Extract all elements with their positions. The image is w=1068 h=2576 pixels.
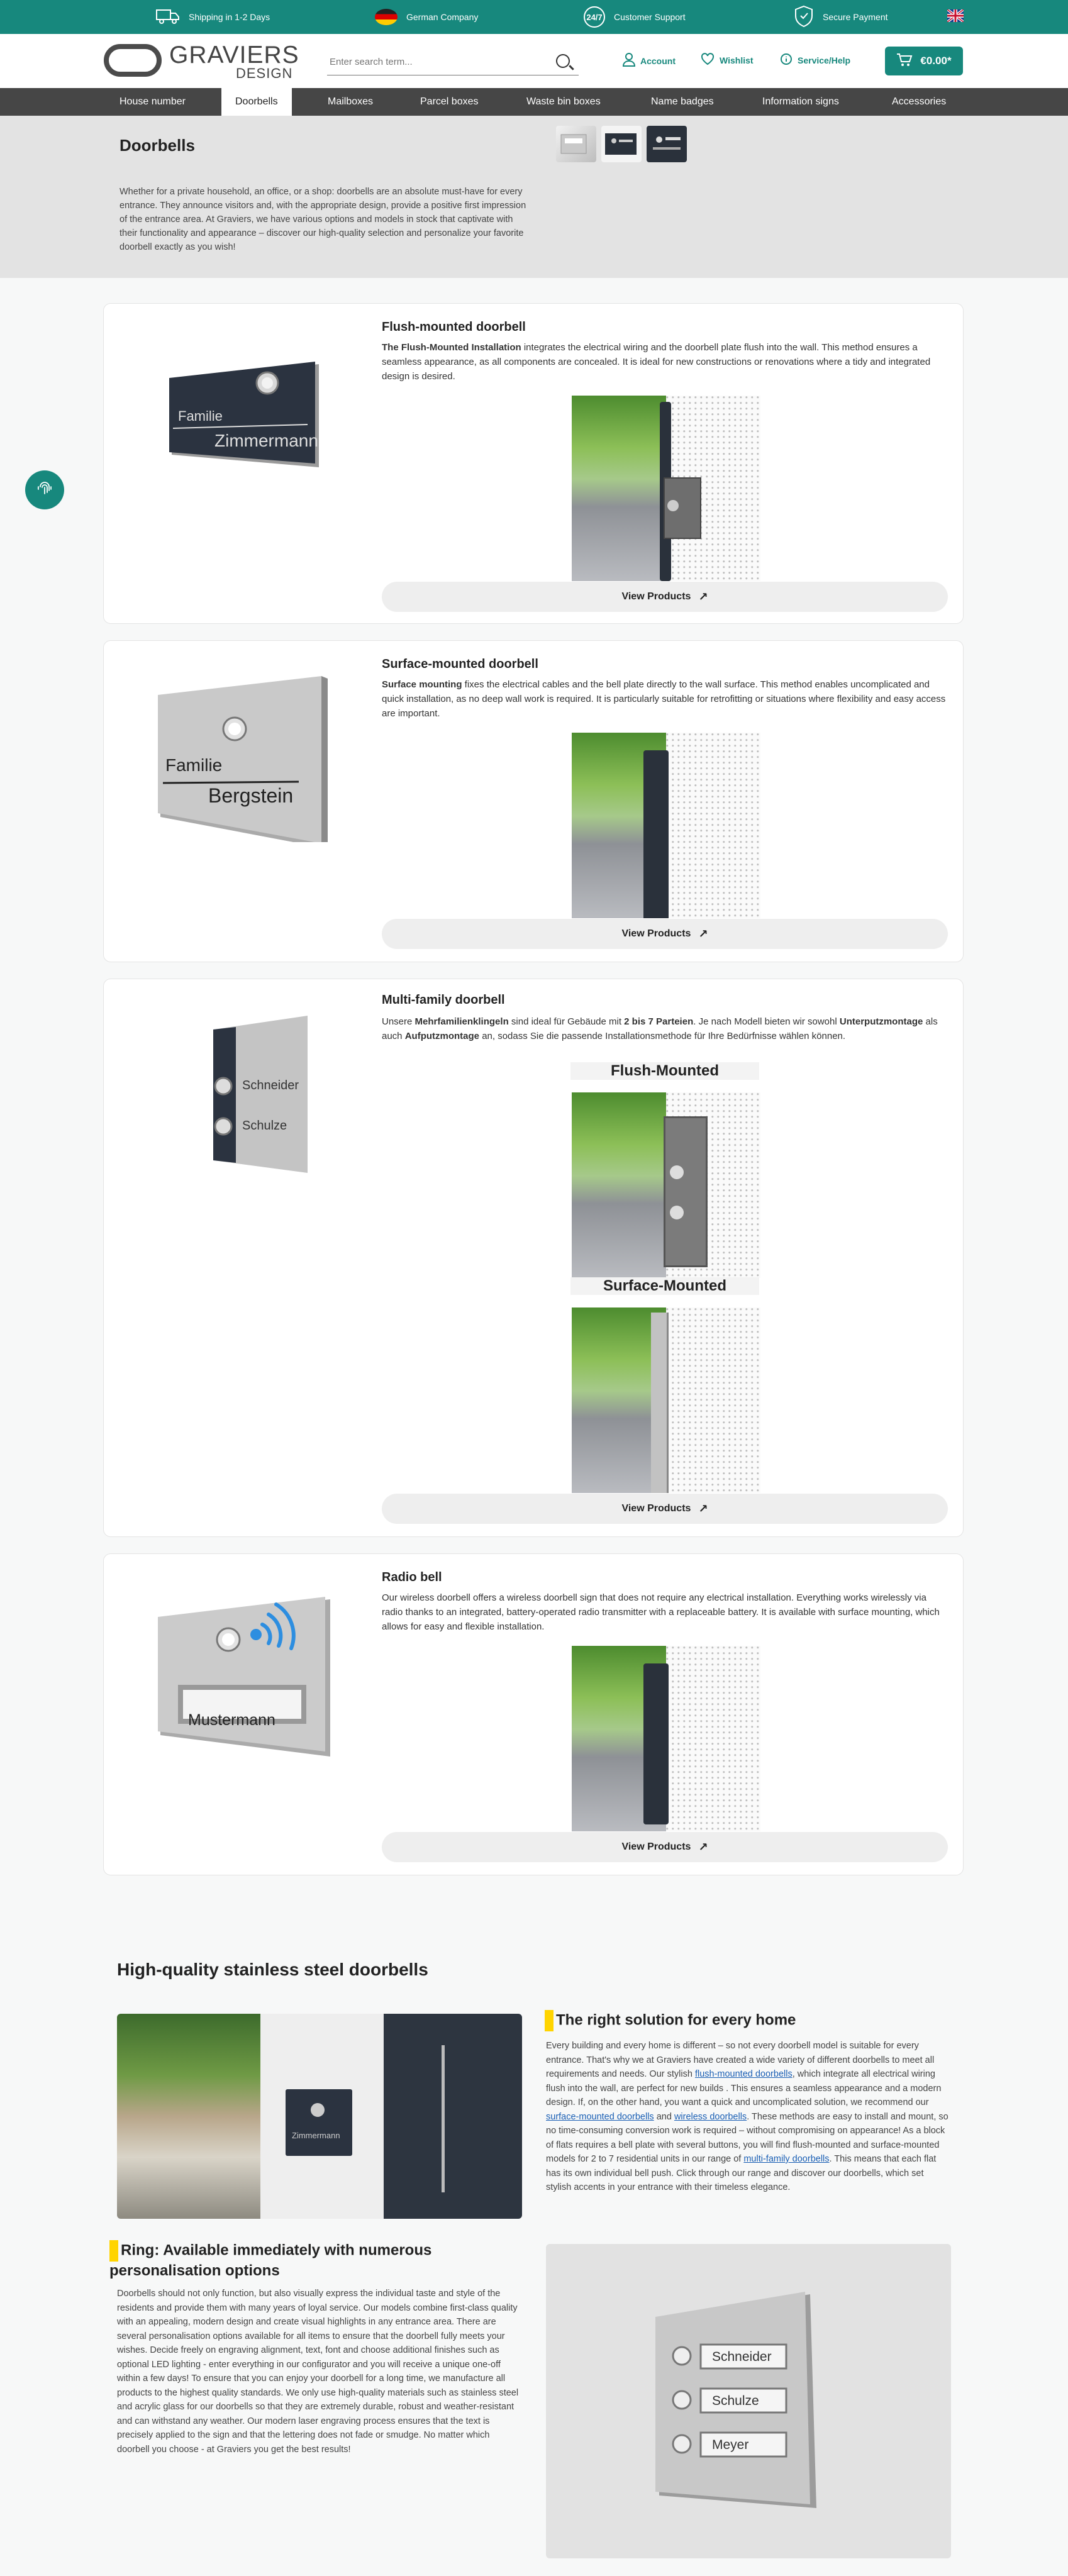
secure-payment-label: Secure Payment (823, 12, 888, 22)
multi-surface-photo (572, 1307, 760, 1493)
nav-item-parcel-boxes[interactable]: Parcel boxes (420, 96, 479, 107)
german-company-info (375, 0, 478, 34)
hero-thumb-2 (601, 126, 642, 162)
nav-item-accessories[interactable]: Accessories (892, 96, 947, 107)
logo-mark (104, 44, 162, 77)
arrow-up-right-icon: ↗ (698, 1502, 708, 1515)
card-title: Multi-family doorbell (382, 993, 505, 1007)
hero-thumb-3 (647, 126, 687, 162)
product-category-card-multi-family (103, 979, 964, 1537)
arrow-up-right-icon: ↗ (698, 1840, 708, 1853)
nav-item-information-signs[interactable]: Information signs (762, 96, 839, 107)
product-engraving-line-2: Schulze (242, 1119, 287, 1133)
logo-sub-text: DESIGN (236, 65, 293, 81)
fingerprint-floating-button[interactable] (25, 470, 64, 509)
plate-name-2: Schulze (712, 2394, 759, 2408)
card-description: The Flush-Mounted Installation integrates the electrical wiring and the doorbell plate flush into the wall. This method ensures a seamless appearance, as all components are concealed. It is ideal for new constructions or renovations where a tidy and integrated design is desired. (382, 342, 931, 382)
multi-family-doorbells-link[interactable]: multi-family doorbells (743, 2154, 830, 2164)
multi-flush-photo (572, 1092, 760, 1278)
flush-mount-photo (572, 396, 760, 581)
top-info-bar (0, 0, 1068, 34)
nav-item-doorbells[interactable]: Doorbells (221, 88, 292, 116)
category-hero (0, 116, 1068, 278)
multi-family-plate-image (546, 2244, 951, 2558)
surface-mounted-doorbells-link[interactable]: surface-mounted doorbells (546, 2111, 654, 2122)
product-engraving-line-1: Mustermann (188, 1711, 275, 1729)
highlight-mark (109, 2240, 118, 2262)
flush-mounted-doorbells-link[interactable]: flush-mounted doorbells (694, 2069, 793, 2079)
plate-name-3: Meyer (712, 2438, 749, 2452)
search-icon[interactable] (556, 54, 570, 68)
view-products-button[interactable]: View Products ↗ (382, 1832, 948, 1862)
shipping-label: Shipping in 1-2 Days (189, 12, 270, 22)
nav-item-house-number[interactable]: House number (120, 96, 186, 107)
graviers-logo[interactable] (104, 42, 299, 82)
search-bar (327, 49, 579, 75)
info-icon (780, 53, 793, 67)
fingerprint-icon (35, 479, 54, 501)
block-text-personalisation: Doorbells should not only function, but also visually express the individual taste and style of the residents and provide them with many years of loyal service. Our models combine first-class quality with an appealing, modern design and create visual highlights in any entrance area. There are several personalisation options available for all items to ensure that the doorbell fully meets your wishes. Decide freely on engraving alignment, text, font and choose additional finishes such as optional LED lighting - enter everything in our configurator and you will receive a unique one-off within a few days! To ensure that you can enjoy your doorbell for a long time, we manufacture all products to the highest quality standards. We only use high-quality materials such as stainless steel and acrylic glass for our doorbells so that they are extremely durable, robust and weather-resistant and can withstand any weather. Our modern laser engraving process ensures that the text is precisely applied to the sign and that the lettering does not fade or smudge. No matter which doorbell you choose - at Graviers you get the best results! (117, 2289, 519, 2455)
cart-button[interactable] (885, 47, 963, 75)
product-engraving-line-1: Familie (165, 755, 223, 775)
card-title: Surface-mounted doorbell (382, 657, 538, 671)
flush-doorbell-product-image[interactable] (150, 329, 333, 505)
surface-mounted-subheading: Surface-Mounted (570, 1277, 759, 1295)
wishlist-link[interactable] (701, 53, 754, 67)
customer-support-link[interactable] (584, 0, 686, 34)
main-navigation (0, 88, 1068, 116)
wishlist-label: Wishlist (720, 55, 754, 65)
doorbell-collage-image (117, 2014, 522, 2219)
product-engraving-line-1: Familie (178, 408, 223, 424)
service-help-link[interactable] (780, 53, 850, 67)
arrow-up-right-icon: ↗ (698, 927, 708, 940)
flush-mounted-subheading: Flush-Mounted (570, 1062, 759, 1080)
section-title: High-quality stainless steel doorbells (117, 1960, 428, 1979)
truck-icon (156, 8, 180, 26)
nav-item-name-badges[interactable]: Name badges (651, 96, 714, 107)
service-help-label: Service/Help (798, 55, 851, 65)
surface-doorbell-product-image[interactable] (150, 660, 333, 836)
secure-payment-info (794, 0, 888, 34)
product-engraving-line-2: Bergstein (208, 784, 294, 807)
account-link[interactable] (623, 53, 676, 69)
radio-doorbell-product-image[interactable] (150, 1569, 333, 1745)
shipping-info (156, 0, 270, 34)
radio-bell-photo (572, 1646, 760, 1831)
nav-item-mailboxes[interactable]: Mailboxes (328, 96, 374, 107)
view-products-button[interactable]: View Products ↗ (382, 582, 948, 612)
page-title: Doorbells (120, 136, 195, 155)
view-products-button[interactable]: View Products ↗ (382, 1494, 948, 1524)
highlight-mark (545, 2010, 553, 2031)
arrow-up-right-icon: ↗ (698, 590, 708, 603)
card-title: Radio bell (382, 1570, 442, 1584)
user-icon (623, 53, 635, 69)
block-text-right-solution: Every building and every home is different – so not every doorbell model is suitable for every entrance. That's why we at Graviers have created a wide variety of different doorbells to meet all requirements and needs. Our stylish flush-mounted doorbells, which integrate all electrical wiring flush into the wall, are perfect for new builds . This ensures a seamless appearance and a modern design. If, on the other hand, you want a quick and uncomplicated solution, we recommend our surface-mounted doorbells and wireless doorbells. These methods are easy to install and mount, so no time-consuming conversion work is required – without compromising on appearance! As a block of flats requires a bell plate with several buttons, you will find flush-mounted and surface-mounted models for 2 to 7 residential units in our range of multi-family doorbells. This means that each flat has its own individual bell push. Click through our range and discover our doorbells, which set stylish accents in your entrance with their timeless elegance. (546, 2041, 948, 2192)
category-intro: Whether for a private household, an office, or a shop: doorbells are an absolute must-have for every entrance. They announce visitors and, with the appropriate design, provide a positive first impression of the entrance area. At Graviers, we have various options and models in stock that captivate with their functionality and appearance – discover our high-quality selection and personalize your favorite doorbell exactly as you wish! (120, 187, 526, 252)
search-input[interactable] (327, 49, 541, 74)
hero-thumb-1 (556, 126, 596, 162)
nav-item-waste-bin-boxes[interactable]: Waste bin boxes (526, 96, 601, 107)
block-title-personalisation: Ring: Available immediately with numerous personalisation options (109, 2240, 512, 2280)
card-description: Unsere Mehrfamilienklingeln sind ideal für Gebäude mit 2 bis 7 Parteien. Je nach Modell bieten wir sowohl Unterputzmontage als auch Aufputzmontage an, sodass Sie die passende Installationsmethode für Ihre Bedürfnisse wählen können. (382, 1016, 938, 1041)
customer-support-label: Customer Support (614, 12, 686, 22)
block-title-right-solution: The right solution for every home (545, 2010, 947, 2031)
uk-flag-icon[interactable] (947, 9, 964, 22)
cart-total: €0.00* (920, 55, 952, 67)
site-header (0, 34, 1068, 88)
card-description: Surface mounting fixes the electrical cables and the bell plate directly to the wall surface. This method enables uncomplicated and quick installation, as no deep wall work is required. It is particularly suitable for retrofitting or situations where flexibility and easy access are important. (382, 679, 946, 719)
heart-icon (701, 53, 715, 67)
collage-engraving: Zimmermann (292, 2131, 340, 2140)
support-24-7-icon: 24/7 (584, 6, 605, 28)
german-flag-icon (375, 9, 398, 25)
product-category-card-flush (103, 303, 964, 624)
german-company-label: German Company (406, 12, 479, 22)
wireless-doorbells-link[interactable]: wireless doorbells (674, 2111, 747, 2122)
view-products-button[interactable]: View Products ↗ (382, 919, 948, 949)
card-title: Flush-mounted doorbell (382, 320, 526, 334)
account-label: Account (640, 55, 676, 66)
product-engraving-line-1: Schneider (242, 1079, 299, 1092)
logo-main-text: GRAVIERS (169, 42, 299, 69)
product-category-card-radio (103, 1553, 964, 1875)
card-description: Our wireless doorbell offers a wireless doorbell sign that does not require any electrical installation. Everything works wirelessly via radio thanks to an integrated, battery-operated radio transmitter with a replaceable battery. It is available with surface mounting, which allows for easy and flexible installation. (382, 1592, 940, 1632)
surface-mount-photo (572, 733, 760, 918)
shield-icon (794, 5, 814, 30)
multi-family-doorbell-product-image[interactable] (150, 1004, 333, 1180)
cart-icon (896, 53, 913, 70)
product-category-card-surface (103, 640, 964, 962)
plate-name-1: Schneider (712, 2350, 772, 2364)
product-engraving-line-2: Zimmermann (214, 431, 318, 450)
